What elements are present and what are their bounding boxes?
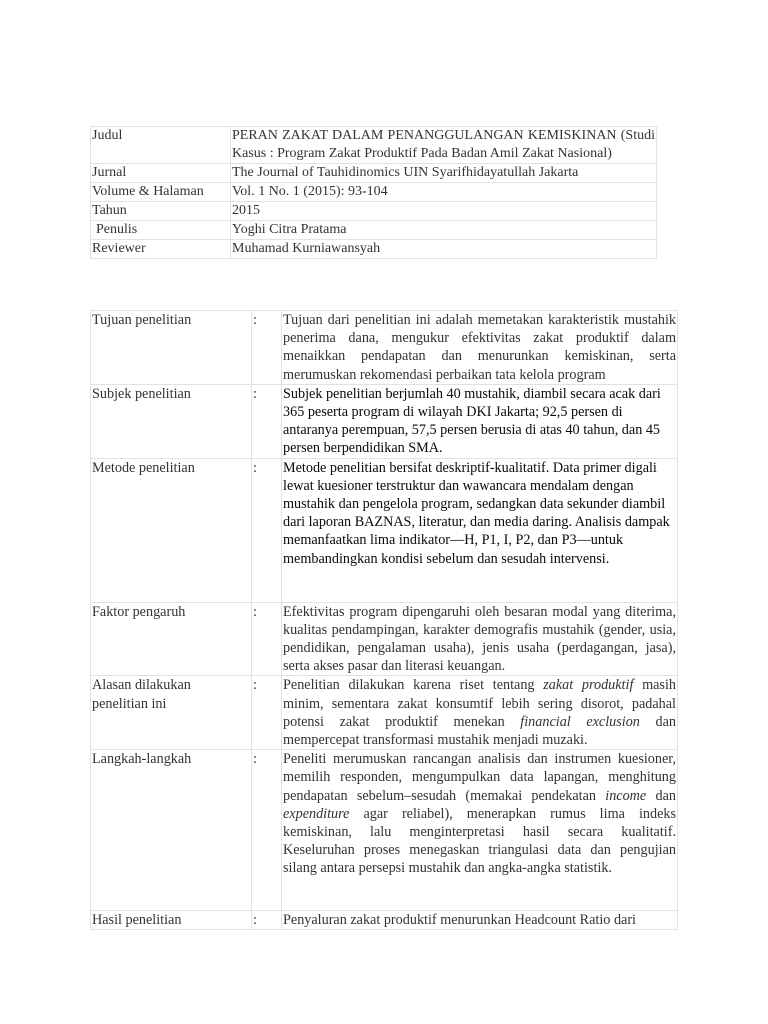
table-row — [91, 384, 678, 458]
langkah-text-part-1: Peneliti merumuskan rancangan analisis dan instrumen kuesioner, memilih responden, mengumpulkan data lapangan, menghitung pendapatan sebelum–sesudah (memakai pendekatan — [283, 751, 676, 804]
summary-table — [90, 310, 678, 930]
colon: : — [252, 750, 282, 911]
table-row — [91, 458, 678, 602]
penulis-value: Yoghi Citra Pratama — [231, 221, 657, 240]
table-row — [91, 240, 657, 259]
langkah-text-part-3: agar reliabel), menerapkan rumus lima indeks kemiskinan, lalu menginterpretasi hasil secara kualitatif. Keseluruhan proses menegaskan triangulasi data dan pengujian silang antara persepsi mustahik dan angka-angka statistik. — [283, 805, 676, 877]
alasan-text-part-3: dan mempercepat transformasi mustahik menjadi muzaki. — [283, 713, 676, 749]
langkah-text-emphasis-2: expenditure — [283, 805, 350, 822]
table-row — [91, 183, 657, 202]
alasan-label — [91, 676, 252, 750]
langkah-text — [282, 750, 678, 911]
metode-text: Metode penelitian bersifat deskriptif-kualitatif. Data primer digali lewat kuesioner terstruktur dan wawancara mendalam dengan mustahik dan pengelola program, sedangkan data sekunder diambil dari laporan BAZNAS, literatur, dan media daring. Analisis dampak memanfaatkan lima indikator—H, P1, I, P2, dan P3—untuk membandingkan kondisi sebelum dan sesudah intervensi. — [282, 458, 678, 602]
table-row — [91, 311, 678, 385]
alasan-text-part-2: masih minim, sementara zakat konsumtif lebih sering disorot, padahal potensi zakat produktif menekan — [283, 677, 676, 730]
table-row — [91, 602, 678, 676]
subjek-text: Subjek penelitian berjumlah 40 mustahik, diambil secara acak dari 365 peserta program di wilayah DKI Jakarta; 92,5 persen di antaranya perempuan, 57,5 persen berusia di atas 40 tahun, dan 45 persen berpendidikan SMA. — [282, 384, 678, 458]
tahun-value: 2015 — [231, 202, 657, 221]
tahun-label: Tahun — [91, 202, 231, 221]
langkah-text-emphasis-1: income — [605, 787, 647, 804]
faktor-text: Efektivitas program dipengaruhi oleh besaran modal yang diterima, kualitas pendampingan, karakter demografis mustahik (gender, usia, pendidikan, pengalaman usaha), jenis usaha (perdagangan, jasa), serta akses pasar dan literasi keuangan. — [283, 603, 676, 675]
colon: : — [252, 458, 282, 602]
alasan-text-emphasis-2: financial exclusion — [520, 713, 640, 730]
faktor-label: Faktor pengaruh — [91, 602, 252, 676]
langkah-label: Langkah-langkah — [91, 750, 252, 911]
table-row — [91, 127, 657, 164]
metode-label: Metode penelitian — [91, 458, 252, 602]
alasan-text-part-1: Penelitian dilakukan karena riset tentang — [283, 677, 544, 694]
alasan-text-emphasis-1: zakat produktif — [543, 677, 634, 694]
colon: : — [252, 676, 282, 750]
judul-value: PERAN ZAKAT DALAM PENANGGULANGAN KEMISKINAN (Studi Kasus : Program Zakat Produktif Pada Badan Amil Zakat Nasional) — [231, 127, 657, 164]
alasan-text — [282, 676, 678, 750]
jurnal-label: Jurnal — [91, 164, 231, 183]
colon: : — [252, 311, 282, 385]
volume-value: Vol. 1 No. 1 (2015): 93-104 — [231, 183, 657, 202]
metadata-table — [90, 126, 657, 259]
colon: : — [252, 602, 282, 676]
jurnal-value: The Journal of Tauhidinomics UIN Syarifhidayatullah Jakarta — [231, 164, 657, 183]
hasil-label: Hasil penelitian — [91, 911, 252, 930]
langkah-text-part-2: dan — [646, 787, 676, 804]
table-row — [91, 676, 678, 750]
alasan-label-line-2: penelitian ini — [92, 695, 167, 712]
table-row — [91, 164, 657, 183]
judul-label: Judul — [91, 127, 231, 164]
table-row — [91, 911, 678, 930]
penulis-label: Penulis — [91, 221, 231, 240]
tujuan-label: Tujuan penelitian — [91, 311, 252, 385]
tujuan-text: Tujuan dari penelitian ini adalah memetakan karakteristik mustahik penerima dana, mengukur efektivitas zakat produktif dalam menaikkan pendapatan dan menurunkan kemiskinan, serta merumuskan rekomendasi perbaikan tata kelola program — [283, 312, 676, 383]
hasil-text: Penyaluran zakat produktif menurunkan Headcount Ratio dari — [282, 911, 678, 930]
alasan-label-line-1: Alasan dilakukan — [92, 677, 191, 694]
subjek-label: Subjek penelitian — [91, 384, 252, 458]
reviewer-value: Muhamad Kurniawansyah — [231, 240, 657, 259]
colon: : — [252, 384, 282, 458]
colon: : — [252, 911, 282, 930]
reviewer-label: Reviewer — [91, 240, 231, 259]
table-row — [91, 221, 657, 240]
volume-label: Volume & Halaman — [91, 183, 231, 202]
table-row — [91, 202, 657, 221]
table-row — [91, 750, 678, 911]
